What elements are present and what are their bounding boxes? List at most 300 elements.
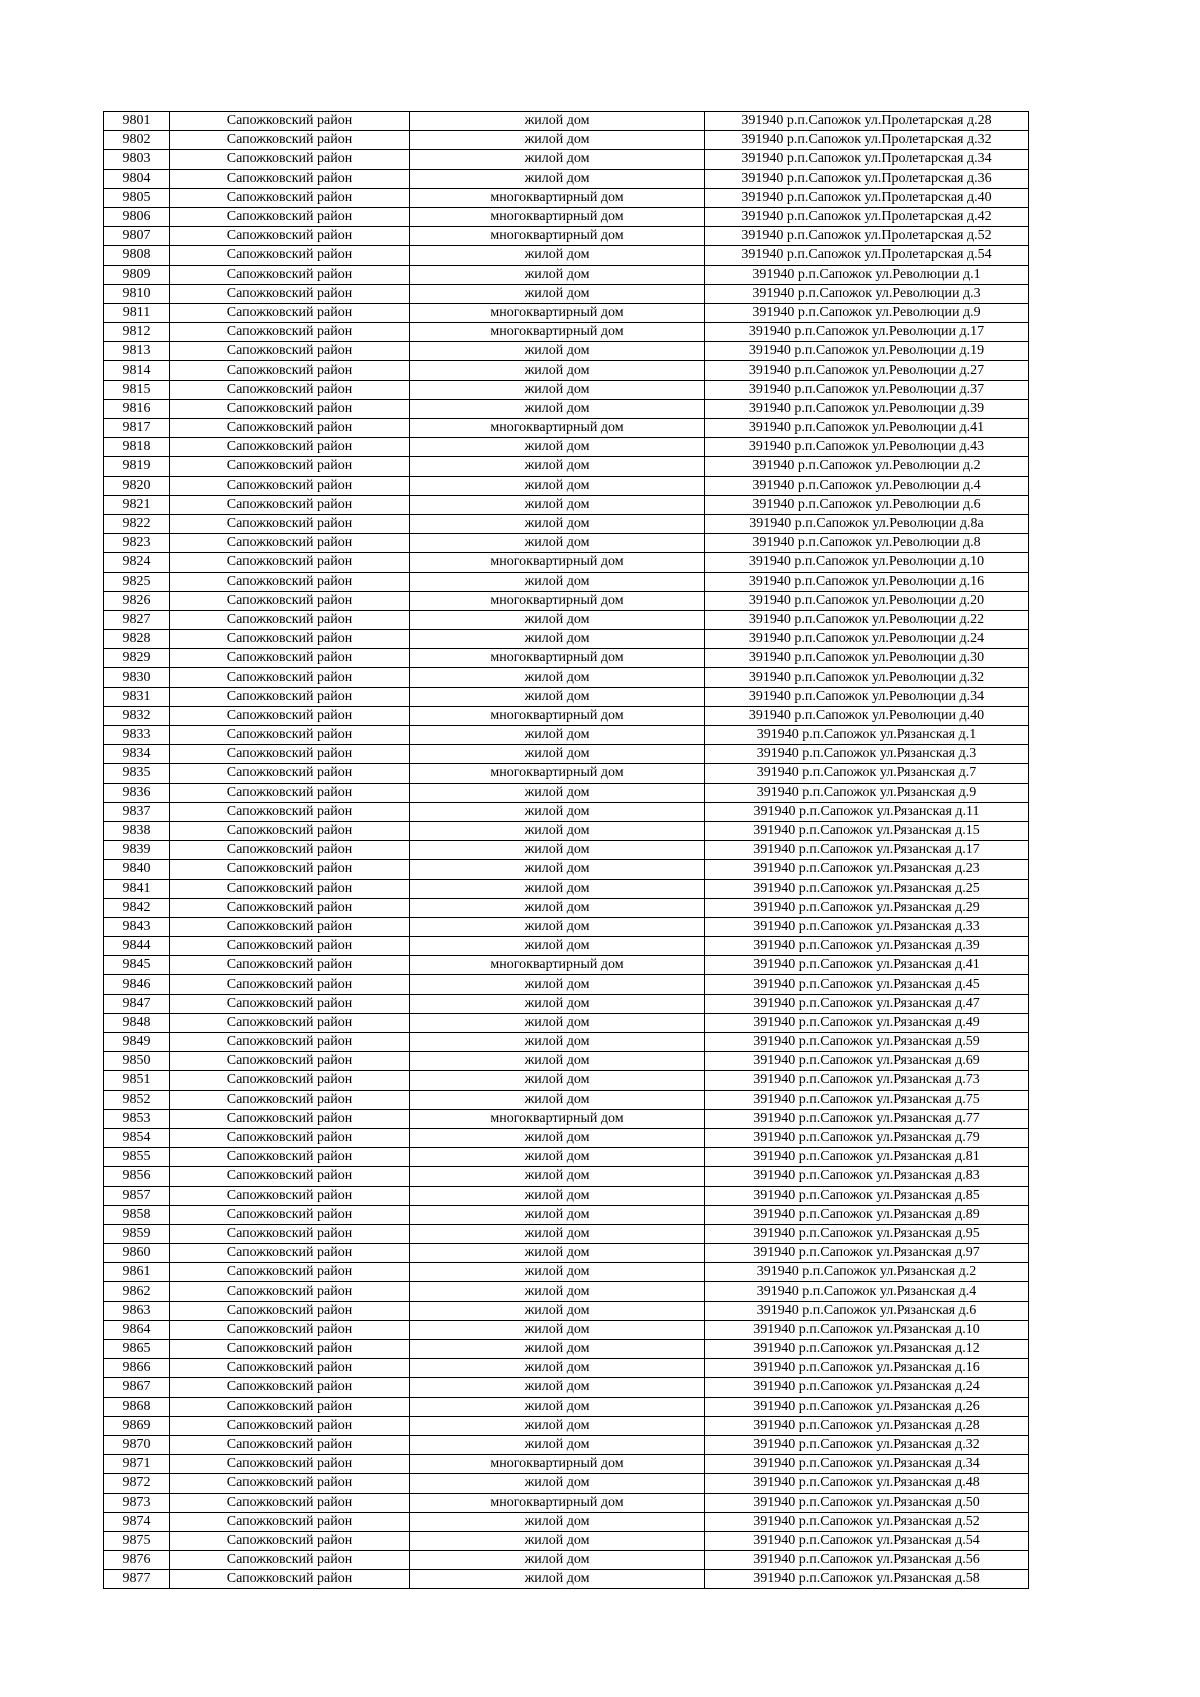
table-row bbox=[104, 668, 1029, 687]
building-type-cell: многоквартирный дом bbox=[410, 553, 705, 572]
building-type-cell: жилой дом bbox=[410, 1224, 705, 1243]
row-number: 9829 bbox=[104, 649, 170, 668]
building-type-cell: многоквартирный дом bbox=[410, 956, 705, 975]
row-number: 9860 bbox=[104, 1244, 170, 1263]
address-cell: 391940 р.п.Сапожок ул.Рязанская д.16 bbox=[705, 1359, 1029, 1378]
building-type-cell: жилой дом bbox=[410, 457, 705, 476]
row-number: 9804 bbox=[104, 169, 170, 188]
building-type-cell: жилой дом bbox=[410, 1570, 705, 1589]
address-cell: 391940 р.п.Сапожок ул.Рязанская д.33 bbox=[705, 917, 1029, 936]
table-row bbox=[104, 495, 1029, 514]
row-number: 9812 bbox=[104, 323, 170, 342]
table-row bbox=[104, 898, 1029, 917]
row-number: 9847 bbox=[104, 994, 170, 1013]
district-cell: Сапожковский район bbox=[170, 112, 410, 131]
address-cell: 391940 р.п.Сапожок ул.Рязанская д.34 bbox=[705, 1455, 1029, 1474]
row-number: 9861 bbox=[104, 1263, 170, 1282]
address-cell: 391940 р.п.Сапожок ул.Рязанская д.25 bbox=[705, 879, 1029, 898]
district-cell: Сапожковский район bbox=[170, 1052, 410, 1071]
table-row bbox=[104, 994, 1029, 1013]
table-row bbox=[104, 1397, 1029, 1416]
table-row bbox=[104, 457, 1029, 476]
district-cell: Сапожковский район bbox=[170, 783, 410, 802]
building-type-cell: жилой дом bbox=[410, 1416, 705, 1435]
address-cell: 391940 р.п.Сапожок ул.Рязанская д.77 bbox=[705, 1109, 1029, 1128]
address-cell: 391940 р.п.Сапожок ул.Рязанская д.11 bbox=[705, 802, 1029, 821]
row-number: 9875 bbox=[104, 1531, 170, 1550]
table-row bbox=[104, 1109, 1029, 1128]
district-cell: Сапожковский район bbox=[170, 342, 410, 361]
row-number: 9824 bbox=[104, 553, 170, 572]
building-type-cell: жилой дом bbox=[410, 1013, 705, 1032]
table-row bbox=[104, 1167, 1029, 1186]
district-cell: Сапожковский район bbox=[170, 1224, 410, 1243]
building-type-cell: жилой дом bbox=[410, 438, 705, 457]
building-type-cell: жилой дом bbox=[410, 380, 705, 399]
table-row bbox=[104, 726, 1029, 745]
address-cell: 391940 р.п.Сапожок ул.Рязанская д.69 bbox=[705, 1052, 1029, 1071]
building-type-cell: жилой дом bbox=[410, 610, 705, 629]
row-number: 9858 bbox=[104, 1205, 170, 1224]
table-row bbox=[104, 399, 1029, 418]
table-row bbox=[104, 1455, 1029, 1474]
table-row bbox=[104, 841, 1029, 860]
district-cell: Сапожковский район bbox=[170, 975, 410, 994]
building-type-cell: жилой дом bbox=[410, 726, 705, 745]
row-number: 9814 bbox=[104, 361, 170, 380]
table-row bbox=[104, 764, 1029, 783]
table-row bbox=[104, 534, 1029, 553]
building-type-cell: жилой дом bbox=[410, 1397, 705, 1416]
row-number: 9818 bbox=[104, 438, 170, 457]
district-cell: Сапожковский район bbox=[170, 1551, 410, 1570]
row-number: 9807 bbox=[104, 227, 170, 246]
building-type-cell: многоквартирный дом bbox=[410, 207, 705, 226]
building-type-cell: многоквартирный дом bbox=[410, 1109, 705, 1128]
district-cell: Сапожковский район bbox=[170, 399, 410, 418]
row-number: 9855 bbox=[104, 1148, 170, 1167]
building-type-cell: жилой дом bbox=[410, 399, 705, 418]
address-cell: 391940 р.п.Сапожок ул.Рязанская д.79 bbox=[705, 1128, 1029, 1147]
row-number: 9877 bbox=[104, 1570, 170, 1589]
address-cell: 391940 р.п.Сапожок ул.Рязанская д.23 bbox=[705, 860, 1029, 879]
table-row bbox=[104, 1071, 1029, 1090]
address-cell: 391940 р.п.Сапожок ул.Революции д.10 bbox=[705, 553, 1029, 572]
district-cell: Сапожковский район bbox=[170, 514, 410, 533]
district-cell: Сапожковский район bbox=[170, 1205, 410, 1224]
building-type-cell: многоквартирный дом bbox=[410, 323, 705, 342]
address-cell: 391940 р.п.Сапожок ул.Пролетарская д.34 bbox=[705, 150, 1029, 169]
table-row bbox=[104, 284, 1029, 303]
district-cell: Сапожковский район bbox=[170, 1570, 410, 1589]
table-row bbox=[104, 1416, 1029, 1435]
building-type-cell: жилой дом bbox=[410, 112, 705, 131]
building-type-cell: жилой дом bbox=[410, 514, 705, 533]
district-cell: Сапожковский район bbox=[170, 284, 410, 303]
row-number: 9851 bbox=[104, 1071, 170, 1090]
building-type-cell: жилой дом bbox=[410, 1320, 705, 1339]
building-type-cell: жилой дом bbox=[410, 1090, 705, 1109]
district-cell: Сапожковский район bbox=[170, 169, 410, 188]
address-cell: 391940 р.п.Сапожок ул.Рязанская д.59 bbox=[705, 1033, 1029, 1052]
district-cell: Сапожковский район bbox=[170, 1493, 410, 1512]
district-cell: Сапожковский район bbox=[170, 150, 410, 169]
address-cell: 391940 р.п.Сапожок ул.Рязанская д.41 bbox=[705, 956, 1029, 975]
address-cell: 391940 р.п.Сапожок ул.Рязанская д.2 bbox=[705, 1263, 1029, 1282]
row-number: 9873 bbox=[104, 1493, 170, 1512]
row-number: 9819 bbox=[104, 457, 170, 476]
district-cell: Сапожковский район bbox=[170, 879, 410, 898]
row-number: 9841 bbox=[104, 879, 170, 898]
row-number: 9840 bbox=[104, 860, 170, 879]
district-cell: Сапожковский район bbox=[170, 706, 410, 725]
district-cell: Сапожковский район bbox=[170, 687, 410, 706]
row-number: 9839 bbox=[104, 841, 170, 860]
row-number: 9842 bbox=[104, 898, 170, 917]
table-row bbox=[104, 188, 1029, 207]
district-cell: Сапожковский район bbox=[170, 1455, 410, 1474]
table-row bbox=[104, 1474, 1029, 1493]
row-number: 9849 bbox=[104, 1033, 170, 1052]
address-cell: 391940 р.п.Сапожок ул.Революции д.8 bbox=[705, 534, 1029, 553]
address-cell: 391940 р.п.Сапожок ул.Рязанская д.10 bbox=[705, 1320, 1029, 1339]
building-type-cell: жилой дом bbox=[410, 284, 705, 303]
address-cell: 391940 р.п.Сапожок ул.Революции д.16 bbox=[705, 572, 1029, 591]
district-cell: Сапожковский район bbox=[170, 610, 410, 629]
table-row bbox=[104, 975, 1029, 994]
building-type-cell: жилой дом bbox=[410, 246, 705, 265]
district-cell: Сапожковский район bbox=[170, 745, 410, 764]
row-number: 9857 bbox=[104, 1186, 170, 1205]
district-cell: Сапожковский район bbox=[170, 131, 410, 150]
row-number: 9821 bbox=[104, 495, 170, 514]
district-cell: Сапожковский район bbox=[170, 956, 410, 975]
address-cell: 391940 р.п.Сапожок ул.Пролетарская д.54 bbox=[705, 246, 1029, 265]
address-cell: 391940 р.п.Сапожок ул.Рязанская д.97 bbox=[705, 1244, 1029, 1263]
district-cell: Сапожковский район bbox=[170, 572, 410, 591]
address-cell: 391940 р.п.Сапожок ул.Рязанская д.1 bbox=[705, 726, 1029, 745]
district-cell: Сапожковский район bbox=[170, 1282, 410, 1301]
building-type-cell: жилой дом bbox=[410, 630, 705, 649]
building-type-cell: жилой дом bbox=[410, 361, 705, 380]
table-row bbox=[104, 610, 1029, 629]
district-cell: Сапожковский район bbox=[170, 495, 410, 514]
row-number: 9811 bbox=[104, 303, 170, 322]
row-number: 9843 bbox=[104, 917, 170, 936]
row-number: 9817 bbox=[104, 419, 170, 438]
district-cell: Сапожковский район bbox=[170, 1033, 410, 1052]
district-cell: Сапожковский район bbox=[170, 457, 410, 476]
district-cell: Сапожковский район bbox=[170, 591, 410, 610]
table-row bbox=[104, 1263, 1029, 1282]
building-type-cell: жилой дом bbox=[410, 1263, 705, 1282]
row-number: 9806 bbox=[104, 207, 170, 226]
row-number: 9808 bbox=[104, 246, 170, 265]
district-cell: Сапожковский район bbox=[170, 188, 410, 207]
district-cell: Сапожковский район bbox=[170, 937, 410, 956]
building-type-cell: жилой дом bbox=[410, 917, 705, 936]
table-row bbox=[104, 1090, 1029, 1109]
table-row bbox=[104, 1493, 1029, 1512]
address-cell: 391940 р.п.Сапожок ул.Революции д.30 bbox=[705, 649, 1029, 668]
building-type-cell: жилой дом bbox=[410, 1340, 705, 1359]
district-cell: Сапожковский район bbox=[170, 265, 410, 284]
district-cell: Сапожковский район bbox=[170, 1512, 410, 1531]
district-cell: Сапожковский район bbox=[170, 821, 410, 840]
district-cell: Сапожковский район bbox=[170, 1416, 410, 1435]
district-cell: Сапожковский район bbox=[170, 1263, 410, 1282]
table-row bbox=[104, 323, 1029, 342]
table-row bbox=[104, 1244, 1029, 1263]
address-cell: 391940 р.п.Сапожок ул.Революции д.4 bbox=[705, 476, 1029, 495]
row-number: 9854 bbox=[104, 1128, 170, 1147]
district-cell: Сапожковский район bbox=[170, 994, 410, 1013]
address-cell: 391940 р.п.Сапожок ул.Пролетарская д.28 bbox=[705, 112, 1029, 131]
table-row bbox=[104, 1551, 1029, 1570]
table-row bbox=[104, 860, 1029, 879]
table-row bbox=[104, 380, 1029, 399]
row-number: 9871 bbox=[104, 1455, 170, 1474]
district-cell: Сапожковский район bbox=[170, 1378, 410, 1397]
building-type-cell: жилой дом bbox=[410, 841, 705, 860]
district-cell: Сапожковский район bbox=[170, 303, 410, 322]
table-row bbox=[104, 246, 1029, 265]
table-row bbox=[104, 1531, 1029, 1550]
table-row bbox=[104, 553, 1029, 572]
address-cell: 391940 р.п.Сапожок ул.Революции д.41 bbox=[705, 419, 1029, 438]
address-cell: 391940 р.п.Сапожок ул.Революции д.32 bbox=[705, 668, 1029, 687]
address-cell: 391940 р.п.Сапожок ул.Рязанская д.24 bbox=[705, 1378, 1029, 1397]
address-cell: 391940 р.п.Сапожок ул.Рязанская д.54 bbox=[705, 1531, 1029, 1550]
building-type-cell: жилой дом bbox=[410, 1071, 705, 1090]
row-number: 9805 bbox=[104, 188, 170, 207]
table-row bbox=[104, 1013, 1029, 1032]
building-type-cell: жилой дом bbox=[410, 802, 705, 821]
row-number: 9838 bbox=[104, 821, 170, 840]
district-cell: Сапожковский район bbox=[170, 764, 410, 783]
table-row bbox=[104, 1148, 1029, 1167]
table-row bbox=[104, 1186, 1029, 1205]
building-type-cell: многоквартирный дом bbox=[410, 303, 705, 322]
building-type-cell: жилой дом bbox=[410, 1167, 705, 1186]
district-cell: Сапожковский район bbox=[170, 361, 410, 380]
row-number: 9802 bbox=[104, 131, 170, 150]
building-type-cell: жилой дом bbox=[410, 1378, 705, 1397]
building-type-cell: жилой дом bbox=[410, 783, 705, 802]
table-row bbox=[104, 438, 1029, 457]
building-type-cell: жилой дом bbox=[410, 476, 705, 495]
building-type-cell: жилой дом bbox=[410, 1531, 705, 1550]
address-cell: 391940 р.п.Сапожок ул.Рязанская д.29 bbox=[705, 898, 1029, 917]
address-cell: 391940 р.п.Сапожок ул.Революции д.24 bbox=[705, 630, 1029, 649]
address-cell: 391940 р.п.Сапожок ул.Революции д.40 bbox=[705, 706, 1029, 725]
building-type-cell: жилой дом bbox=[410, 1148, 705, 1167]
district-cell: Сапожковский район bbox=[170, 1090, 410, 1109]
row-number: 9822 bbox=[104, 514, 170, 533]
row-number: 9872 bbox=[104, 1474, 170, 1493]
address-cell: 391940 р.п.Сапожок ул.Рязанская д.58 bbox=[705, 1570, 1029, 1589]
table-row bbox=[104, 591, 1029, 610]
table-row bbox=[104, 1435, 1029, 1454]
table-row bbox=[104, 630, 1029, 649]
row-number: 9815 bbox=[104, 380, 170, 399]
table-row bbox=[104, 1378, 1029, 1397]
building-type-cell: многоквартирный дом bbox=[410, 764, 705, 783]
address-cell: 391940 р.п.Сапожок ул.Рязанская д.48 bbox=[705, 1474, 1029, 1493]
table-row bbox=[104, 687, 1029, 706]
building-type-cell: жилой дом bbox=[410, 879, 705, 898]
table-row bbox=[104, 1128, 1029, 1147]
district-cell: Сапожковский район bbox=[170, 1397, 410, 1416]
table-row bbox=[104, 303, 1029, 322]
row-number: 9825 bbox=[104, 572, 170, 591]
address-cell: 391940 р.п.Сапожок ул.Революции д.6 bbox=[705, 495, 1029, 514]
table-row bbox=[104, 342, 1029, 361]
address-cell: 391940 р.п.Сапожок ул.Рязанская д.6 bbox=[705, 1301, 1029, 1320]
building-type-cell: жилой дом bbox=[410, 1282, 705, 1301]
table-row bbox=[104, 265, 1029, 284]
table-row bbox=[104, 802, 1029, 821]
table-row bbox=[104, 361, 1029, 380]
address-table bbox=[103, 111, 1029, 1589]
district-cell: Сапожковский район bbox=[170, 438, 410, 457]
address-cell: 391940 р.п.Сапожок ул.Рязанская д.4 bbox=[705, 1282, 1029, 1301]
address-cell: 391940 р.п.Сапожок ул.Революции д.43 bbox=[705, 438, 1029, 457]
building-type-cell: жилой дом bbox=[410, 131, 705, 150]
address-cell: 391940 р.п.Сапожок ул.Революции д.2 bbox=[705, 457, 1029, 476]
district-cell: Сапожковский район bbox=[170, 227, 410, 246]
table-row bbox=[104, 1340, 1029, 1359]
district-cell: Сапожковский район bbox=[170, 860, 410, 879]
address-cell: 391940 р.п.Сапожок ул.Революции д.37 bbox=[705, 380, 1029, 399]
row-number: 9827 bbox=[104, 610, 170, 629]
address-cell: 391940 р.п.Сапожок ул.Пролетарская д.40 bbox=[705, 188, 1029, 207]
row-number: 9831 bbox=[104, 687, 170, 706]
row-number: 9850 bbox=[104, 1052, 170, 1071]
row-number: 9832 bbox=[104, 706, 170, 725]
address-cell: 391940 р.п.Сапожок ул.Рязанская д.75 bbox=[705, 1090, 1029, 1109]
district-cell: Сапожковский район bbox=[170, 1359, 410, 1378]
district-cell: Сапожковский район bbox=[170, 1531, 410, 1550]
building-type-cell: жилой дом bbox=[410, 668, 705, 687]
address-cell: 391940 р.п.Сапожок ул.Революции д.20 bbox=[705, 591, 1029, 610]
row-number: 9848 bbox=[104, 1013, 170, 1032]
row-number: 9870 bbox=[104, 1435, 170, 1454]
row-number: 9830 bbox=[104, 668, 170, 687]
district-cell: Сапожковский район bbox=[170, 323, 410, 342]
district-cell: Сапожковский район bbox=[170, 476, 410, 495]
district-cell: Сапожковский район bbox=[170, 1301, 410, 1320]
table-row bbox=[104, 572, 1029, 591]
table-row bbox=[104, 937, 1029, 956]
address-cell: 391940 р.п.Сапожок ул.Революции д.27 bbox=[705, 361, 1029, 380]
table-row bbox=[104, 706, 1029, 725]
address-cell: 391940 р.п.Сапожок ул.Рязанская д.47 bbox=[705, 994, 1029, 1013]
table-row bbox=[104, 1224, 1029, 1243]
table-row bbox=[104, 879, 1029, 898]
building-type-cell: жилой дом bbox=[410, 169, 705, 188]
row-number: 9864 bbox=[104, 1320, 170, 1339]
table-row bbox=[104, 1570, 1029, 1589]
district-cell: Сапожковский район bbox=[170, 898, 410, 917]
table-body bbox=[104, 112, 1029, 1589]
table-row bbox=[104, 783, 1029, 802]
building-type-cell: жилой дом bbox=[410, 898, 705, 917]
address-cell: 391940 р.п.Сапожок ул.Революции д.3 bbox=[705, 284, 1029, 303]
building-type-cell: жилой дом bbox=[410, 994, 705, 1013]
address-cell: 391940 р.п.Сапожок ул.Рязанская д.7 bbox=[705, 764, 1029, 783]
row-number: 9826 bbox=[104, 591, 170, 610]
building-type-cell: жилой дом bbox=[410, 821, 705, 840]
address-cell: 391940 р.п.Сапожок ул.Рязанская д.9 bbox=[705, 783, 1029, 802]
table-row bbox=[104, 169, 1029, 188]
building-type-cell: жилой дом bbox=[410, 1551, 705, 1570]
building-type-cell: многоквартирный дом bbox=[410, 1455, 705, 1474]
table-row bbox=[104, 649, 1029, 668]
row-number: 9828 bbox=[104, 630, 170, 649]
address-cell: 391940 р.п.Сапожок ул.Рязанская д.49 bbox=[705, 1013, 1029, 1032]
row-number: 9846 bbox=[104, 975, 170, 994]
table-row bbox=[104, 476, 1029, 495]
table-row bbox=[104, 131, 1029, 150]
building-type-cell: жилой дом bbox=[410, 1474, 705, 1493]
address-cell: 391940 р.п.Сапожок ул.Рязанская д.3 bbox=[705, 745, 1029, 764]
district-cell: Сапожковский район bbox=[170, 649, 410, 668]
table-row bbox=[104, 956, 1029, 975]
building-type-cell: жилой дом bbox=[410, 745, 705, 764]
row-number: 9803 bbox=[104, 150, 170, 169]
row-number: 9865 bbox=[104, 1340, 170, 1359]
building-type-cell: жилой дом bbox=[410, 860, 705, 879]
district-cell: Сапожковский район bbox=[170, 841, 410, 860]
row-number: 9868 bbox=[104, 1397, 170, 1416]
address-cell: 391940 р.п.Сапожок ул.Рязанская д.83 bbox=[705, 1167, 1029, 1186]
district-cell: Сапожковский район bbox=[170, 553, 410, 572]
address-cell: 391940 р.п.Сапожок ул.Рязанская д.15 bbox=[705, 821, 1029, 840]
building-type-cell: жилой дом bbox=[410, 342, 705, 361]
row-number: 9823 bbox=[104, 534, 170, 553]
address-cell: 391940 р.п.Сапожок ул.Революции д.9 bbox=[705, 303, 1029, 322]
table-row bbox=[104, 917, 1029, 936]
building-type-cell: жилой дом bbox=[410, 572, 705, 591]
row-number: 9813 bbox=[104, 342, 170, 361]
address-cell: 391940 р.п.Сапожок ул.Рязанская д.50 bbox=[705, 1493, 1029, 1512]
address-cell: 391940 р.п.Сапожок ул.Революции д.17 bbox=[705, 323, 1029, 342]
building-type-cell: многоквартирный дом bbox=[410, 649, 705, 668]
address-cell: 391940 р.п.Сапожок ул.Рязанская д.39 bbox=[705, 937, 1029, 956]
table-row bbox=[104, 1320, 1029, 1339]
building-type-cell: жилой дом bbox=[410, 265, 705, 284]
building-type-cell: многоквартирный дом bbox=[410, 188, 705, 207]
address-cell: 391940 р.п.Сапожок ул.Революции д.39 bbox=[705, 399, 1029, 418]
district-cell: Сапожковский район bbox=[170, 1128, 410, 1147]
row-number: 9836 bbox=[104, 783, 170, 802]
address-cell: 391940 р.п.Сапожок ул.Рязанская д.95 bbox=[705, 1224, 1029, 1243]
building-type-cell: жилой дом bbox=[410, 1244, 705, 1263]
address-cell: 391940 р.п.Сапожок ул.Рязанская д.85 bbox=[705, 1186, 1029, 1205]
building-type-cell: жилой дом bbox=[410, 534, 705, 553]
address-cell: 391940 р.п.Сапожок ул.Пролетарская д.36 bbox=[705, 169, 1029, 188]
district-cell: Сапожковский район bbox=[170, 1148, 410, 1167]
district-cell: Сапожковский район bbox=[170, 419, 410, 438]
row-number: 9816 bbox=[104, 399, 170, 418]
district-cell: Сапожковский район bbox=[170, 917, 410, 936]
district-cell: Сапожковский район bbox=[170, 207, 410, 226]
table-row bbox=[104, 821, 1029, 840]
row-number: 9810 bbox=[104, 284, 170, 303]
row-number: 9869 bbox=[104, 1416, 170, 1435]
building-type-cell: жилой дом bbox=[410, 1512, 705, 1531]
